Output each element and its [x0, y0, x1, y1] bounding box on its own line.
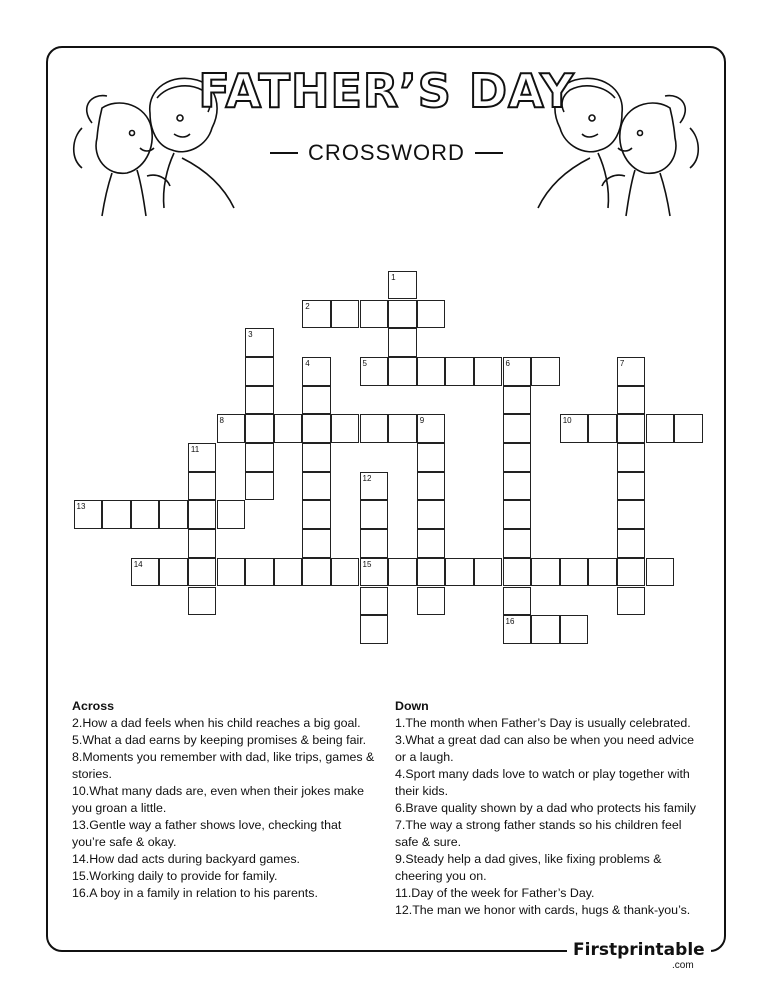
crossword-cell[interactable]	[302, 443, 331, 472]
crossword-cell[interactable]	[302, 558, 331, 587]
down-clue: 7.The way a strong father stands so his children feel safe & sure.	[395, 818, 682, 849]
crossword-cell[interactable]	[617, 386, 646, 415]
down-clue: 1.The month when Father’s Day is usually celebrated.	[395, 716, 691, 730]
crossword-cell[interactable]	[617, 500, 646, 529]
clue-number: 9	[419, 416, 425, 426]
crossword-cell[interactable]	[445, 357, 474, 386]
crossword-cell[interactable]	[417, 500, 446, 529]
clue-number: 5	[362, 358, 367, 368]
subtitle-rule-left	[270, 152, 298, 154]
crossword-cell[interactable]	[245, 472, 274, 501]
crossword-cell[interactable]	[388, 414, 417, 443]
crossword-cell[interactable]	[302, 386, 331, 415]
subtitle-row	[270, 138, 503, 168]
crossword-cell[interactable]	[245, 328, 274, 357]
crossword-cell[interactable]	[360, 500, 389, 529]
crossword-cell[interactable]	[331, 414, 360, 443]
across-clue: 8.Moments you remember with dad, like trips, games & stories.	[72, 750, 375, 781]
crossword-cell[interactable]	[503, 472, 532, 501]
crossword-cell[interactable]	[617, 529, 646, 558]
crossword-cell[interactable]	[417, 357, 446, 386]
crossword-cell[interactable]	[503, 443, 532, 472]
crossword-cell[interactable]	[646, 558, 675, 587]
crossword-cell[interactable]	[188, 558, 217, 587]
crossword-cell[interactable]	[388, 558, 417, 587]
clue-number: 14	[133, 559, 143, 569]
crossword-cell[interactable]	[617, 443, 646, 472]
crossword-cell[interactable]	[617, 558, 646, 587]
crossword-cell[interactable]	[474, 558, 503, 587]
crossword-cell[interactable]	[531, 558, 560, 587]
clue-number: 4	[305, 358, 310, 368]
crossword-cell[interactable]	[417, 414, 446, 443]
crossword-cell[interactable]	[388, 271, 417, 300]
crossword-cell[interactable]	[245, 386, 274, 415]
crossword-cell[interactable]	[188, 529, 217, 558]
down-heading: Down	[395, 699, 429, 713]
crossword-cell[interactable]	[560, 615, 589, 644]
crossword-cell[interactable]	[217, 500, 246, 529]
crossword-cell[interactable]	[331, 558, 360, 587]
crossword-cell[interactable]	[274, 558, 303, 587]
crossword-cell[interactable]	[302, 300, 331, 329]
crossword-cell[interactable]	[588, 414, 617, 443]
crossword-cell[interactable]	[417, 558, 446, 587]
crossword-cell[interactable]	[245, 357, 274, 386]
crossword-cell[interactable]	[417, 443, 446, 472]
across-clue: 10.What many dads are, even when their jokes make you groan a little.	[72, 784, 365, 815]
down-clue: 6.Brave quality shown by a dad who protects his family	[395, 801, 696, 815]
crossword-cell[interactable]	[646, 414, 675, 443]
crossword-cell[interactable]	[159, 500, 188, 529]
crossword-cell[interactable]	[217, 414, 246, 443]
crossword-cell[interactable]	[503, 386, 532, 415]
crossword-cell[interactable]	[674, 414, 703, 443]
crossword-cell[interactable]	[503, 615, 532, 644]
clue-number: 8	[219, 416, 224, 426]
clue-number: 3	[248, 330, 253, 340]
crossword-cell[interactable]	[503, 414, 532, 443]
crossword-cell[interactable]	[188, 472, 217, 501]
down-clue: 9.Steady help a dad gives, like fixing problems & cheering you on.	[395, 852, 662, 883]
crossword-cell[interactable]	[388, 328, 417, 357]
crossword-cell[interactable]	[617, 414, 646, 443]
crossword-cell[interactable]	[302, 357, 331, 386]
crossword-cell[interactable]	[360, 414, 389, 443]
clue-number: 16	[505, 617, 515, 627]
brand-logo: Firstprintable	[567, 940, 711, 960]
crossword-cell[interactable]	[417, 587, 446, 616]
down-clue: 12.The man we honor with cards, hugs & thank-you’s.	[395, 903, 691, 917]
crossword-cell[interactable]	[360, 529, 389, 558]
crossword-cell[interactable]	[217, 558, 246, 587]
crossword-cell[interactable]	[245, 414, 274, 443]
subtitle-rule-right	[475, 152, 503, 154]
crossword-cell[interactable]	[360, 615, 389, 644]
down-clues	[395, 698, 700, 919]
crossword-cell[interactable]	[302, 472, 331, 501]
crossword-cell[interactable]	[531, 615, 560, 644]
crossword-cell[interactable]	[302, 529, 331, 558]
down-clue: 4.Sport many dads love to watch or play together with their kids.	[395, 767, 690, 798]
across-clue: 2.How a dad feels when his child reaches a big goal.	[72, 716, 361, 730]
crossword-cell[interactable]	[388, 357, 417, 386]
crossword-cell[interactable]	[131, 558, 160, 587]
clue-number: 13	[76, 502, 86, 512]
page-subtitle: CROSSWORD	[308, 140, 465, 165]
crossword-cell[interactable]	[417, 472, 446, 501]
down-clue: 11.Day of the week for Father’s Day.	[395, 886, 595, 900]
crossword-cell[interactable]	[245, 443, 274, 472]
crossword-cell[interactable]	[617, 472, 646, 501]
clue-number: 7	[619, 358, 625, 368]
crossword-cell[interactable]	[102, 500, 131, 529]
crossword-cell[interactable]	[159, 558, 188, 587]
crossword-cell[interactable]	[503, 500, 532, 529]
crossword-cell[interactable]	[188, 500, 217, 529]
crossword-cell[interactable]	[474, 357, 503, 386]
crossword-cell[interactable]	[560, 558, 589, 587]
crossword-cell[interactable]	[588, 558, 617, 587]
crossword-cell[interactable]	[445, 558, 474, 587]
crossword-cell[interactable]	[74, 500, 103, 529]
crossword-cell[interactable]	[417, 529, 446, 558]
crossword-cell[interactable]	[188, 587, 217, 616]
page-title: FATHER’S DAY	[198, 64, 575, 118]
across-clue: 16.A boy in a family in relation to his parents.	[72, 886, 318, 900]
crossword-cell[interactable]	[503, 587, 532, 616]
across-clues	[72, 698, 377, 902]
crossword-cell[interactable]	[188, 443, 217, 472]
crossword-cell[interactable]	[302, 500, 331, 529]
across-clue: 13.Gentle way a father shows love, checking that you’re safe & okay.	[72, 818, 342, 849]
crossword-cell[interactable]	[360, 558, 389, 587]
crossword-cell[interactable]	[302, 414, 331, 443]
crossword-cell[interactable]	[617, 357, 646, 386]
across-clue: 15.Working daily to provide for family.	[72, 869, 278, 883]
clue-number: 6	[505, 358, 510, 368]
crossword-cell[interactable]	[617, 587, 646, 616]
crossword-cell[interactable]	[388, 300, 417, 329]
crossword-cell[interactable]	[360, 472, 389, 501]
crossword-cell[interactable]	[331, 300, 360, 329]
crossword-cell[interactable]	[360, 300, 389, 329]
clue-number: 1	[391, 272, 396, 282]
brand-suffix: .com	[672, 960, 694, 971]
crossword-cell[interactable]	[245, 558, 274, 587]
down-clue: 3.What a great dad can also be when you need advice or a laugh.	[395, 733, 694, 764]
crossword-cell[interactable]	[417, 300, 446, 329]
across-clue: 14.How dad acts during backyard games.	[72, 852, 300, 866]
crossword-cell[interactable]	[360, 357, 389, 386]
crossword-cell[interactable]	[274, 414, 303, 443]
clue-number: 10	[562, 416, 572, 426]
crossword-cell[interactable]	[503, 357, 532, 386]
across-clue: 5.What a dad earns by keeping promises & being fair.	[72, 733, 367, 747]
crossword-cell[interactable]	[503, 558, 532, 587]
clue-number: 12	[362, 473, 372, 483]
clue-number: 15	[362, 559, 372, 569]
crossword-cell[interactable]	[503, 529, 532, 558]
crossword-cell[interactable]	[560, 414, 589, 443]
crossword-cell[interactable]	[531, 357, 560, 386]
across-heading: Across	[72, 699, 115, 713]
crossword-cell[interactable]	[131, 500, 160, 529]
clue-number: 2	[305, 301, 310, 311]
clue-number: 11	[190, 445, 200, 454]
crossword-cell[interactable]	[360, 587, 389, 616]
